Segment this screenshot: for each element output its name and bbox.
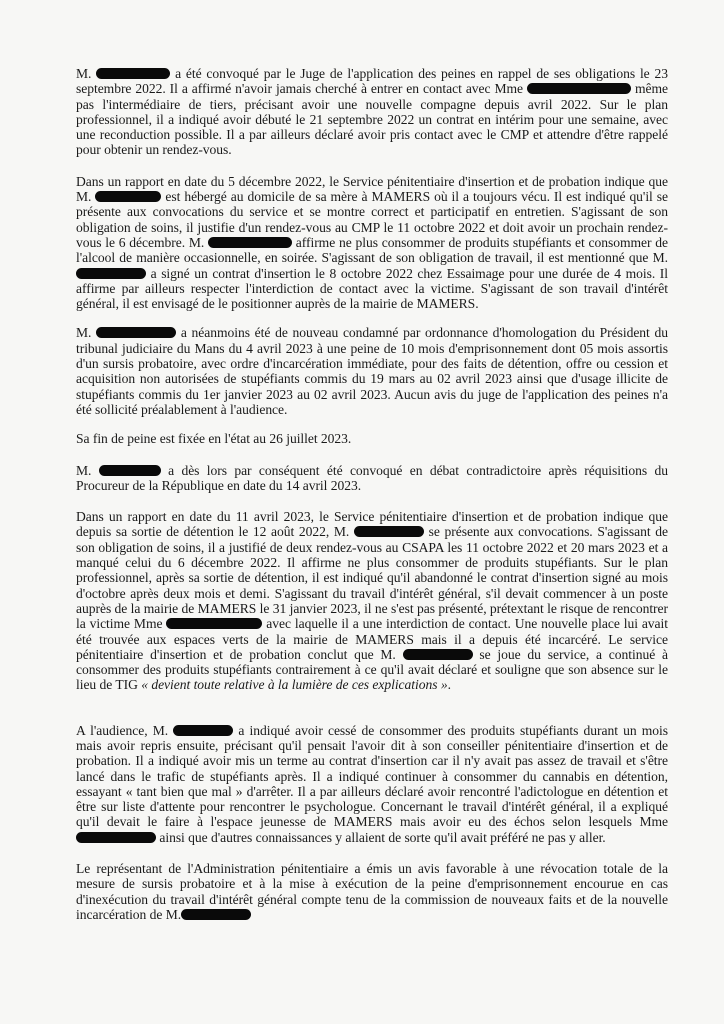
redacted-name [99,465,161,476]
text-run: ainsi que d'autres connaissances y allaient de sorte qu'il avait préféré ne pas y aller. [159,829,606,845]
paragraph-7 [76,723,668,845]
text-run: même pas l'intermédiaire de tiers, précisant avoir une nouvelle compagne depuis avril 2022. Sur le plan professionnel, il a indiqué avoir débuté le 21 septembre 2022 un contrat en intérim pour une semaine, avec une reconduction possible. Il a par ailleurs déclaré avoir pris contact avec le CMP et attendre d'être rappelé pour obtenir un rendez-vous. [76,81,668,158]
paragraph-2 [76,174,668,312]
text-run: Dans un rapport en date du 11 avril 2023, le Service pénitentiaire d'insertion et de probation indique que depuis sa sortie de détention le 12 août 2022, M. [76,509,668,540]
text-run: a signé un contrat d'insertion le 8 octobre 2022 chez Essaimage pour une durée de 4 mois. Il affirme par ailleurs respecter l'interdiction de contact avec la victime. S'agissant de son travail d'intérêt général, il est envisagé de le positionner auprès de la mairie de MAMERS. [76,265,668,312]
redacted-name [96,327,176,338]
redacted-name [181,909,251,920]
text-run: M. [76,66,92,81]
redacted-name [173,725,233,736]
redacted-name [527,83,631,94]
paragraph-5 [76,463,668,494]
text-run: a indiqué avoir cessé de consommer des produits stupéfiants durant un mois mais avoir repris ensuite, précisant qu'il pensait l'avoir dit à son conseiller pénitentiaire d'insertion et de probation. Il a indiqué avoir mis un terme au contrat d'insertion car il n'y avait pas assez de travail et s'être lancé dans le trafic de stupéfiants après. Il a indiqué continuer à consommer du cannabis en détention, essayant « tant bien que mal » d'arrêter. Il a par ailleurs déclaré avoir rencontré l'adictologue en détention et être sur liste d'attente pour rencontrer le psychologue. Concernant le travail d'intérêt général, il a expliqué qu'il devait le faire à l'espace jeunesse de MAMERS mais avoir eu des échos selon lesquels Mme [76,722,668,830]
quoted-text: « devient toute relative à la lumière de ces explications » [141,677,448,693]
text-run: A l'audience, M. [76,722,169,738]
paragraph-3 [76,325,668,417]
paragraph-6 [76,509,668,693]
redacted-name [76,268,146,279]
text-run: est hébergé au domicile de sa mère à MAMERS où il a toujours vécu. Il est indiqué qu'il se présente aux convocations du service et se montre correct et participatif en entretien. S'agissant de son obligation de soins, il justifie d'un rendez-vous au CMP le 11 octobre 2022 et doit avoir un prochain rendez-vous le 6 décembre. M. [76,189,668,250]
text-run: se joue du service, a continué à consommer des produits stupéfiants contrairement à ce qu'il avait déclaré et souligne que son absence sur le lieu de TIG [76,646,668,693]
text-run: M. [76,462,92,478]
text-run: M. [76,325,92,341]
paragraph-1 [76,66,668,158]
text-run: Le représentant de l'Administration pénitentiaire a émis un avis favorable à une révocation totale de la mesure de sursis probatoire et à la mise à exécution de la peine d'emprisonnement encourue en cas d'inexécution du travail d'intérêt général compte tenu de la commission de nouveaux faits et de la nouvelle incarcération de M. [76,861,668,922]
text-run: se présente aux convocations. S'agissant de son obligation de soins, il a justifié de deux rendez-vous au CSAPA les 11 octobre 2022 et 20 mars 2023 et a manqué celui du 6 décembre 2022. Il affirme ne plus consommer de produits stupéfiants. Sur le plan professionnel, après sa sortie de détention, il est indiqué qu'il abandonné le contrat d'insertion signé au mois d'octobre après deux mois et demi. S'agissant du travail d'intérêt général, s'il devait commencer à un poste auprès de la mairie de MAMERS le 31 janvier 2023, il ne s'est pas présenté, prétextant le risque de rencontrer la victime Mme [76,524,669,632]
redacted-name [95,191,161,202]
paragraph-4: Sa fin de peine est fixée en l'état au 26 juillet 2023. [76,431,352,447]
redacted-name [354,526,424,537]
redacted-name [208,237,292,248]
text-run: . [447,677,451,693]
text-run: a dès lors par conséquent été convoqué en débat contradictoire après réquisitions du Procureur de la République en date du 14 avril 2023. [76,462,668,493]
text-run: avec laquelle il a une interdiction de contact. Une nouvelle place lui avait été trouvée aux espaces verts de la mairie de MAMERS mais il a depuis été incarcéré. Le service pénitentiaire d'insertion et de probation conclut que M. [76,616,668,662]
paragraph-8 [76,861,668,922]
text-run: a été convoqué par le Juge de l'application des peines en rappel de ses obligations le 23 septembre 2022. Il a affirmé n'avoir jamais cherché à entrer en contact avec Mme [76,66,668,97]
redacted-name [96,68,170,79]
text-run: a néanmoins été de nouveau condamné par ordonnance d'homologation du Président du tribunal judiciaire du Mans du 4 avril 2023 à une peine de 10 mois d'emprisonnement dont 05 mois assortis d'un sursis probatoire, avec ordre d'incarcération immédiate, pour des faits de détention, offre ou cession et acquisition non autorisées de stupéfiants commis du 19 mars au 02 avril 2023 ainsi que d'usage illicite de stupéfiants commis du 1er janvier 2023 au 02 avril 2023. Aucun avis du juge de l'application des peines n'a été sollicité préalablement à l'audience. [76,325,668,417]
redacted-name [76,832,156,843]
text-run: Dans un rapport en date du 5 décembre 2022, le Service pénitentiaire d'insertion et de probation indique que M. [76,173,668,205]
text-run: affirme ne plus consommer de produits stupéfiants et consommer de l'alcool de manière occasionnelle, en soirée. S'agissant de son obligation de travail, il est mentionné que M. [76,234,668,266]
redacted-name [403,649,473,660]
redacted-name [166,618,262,629]
